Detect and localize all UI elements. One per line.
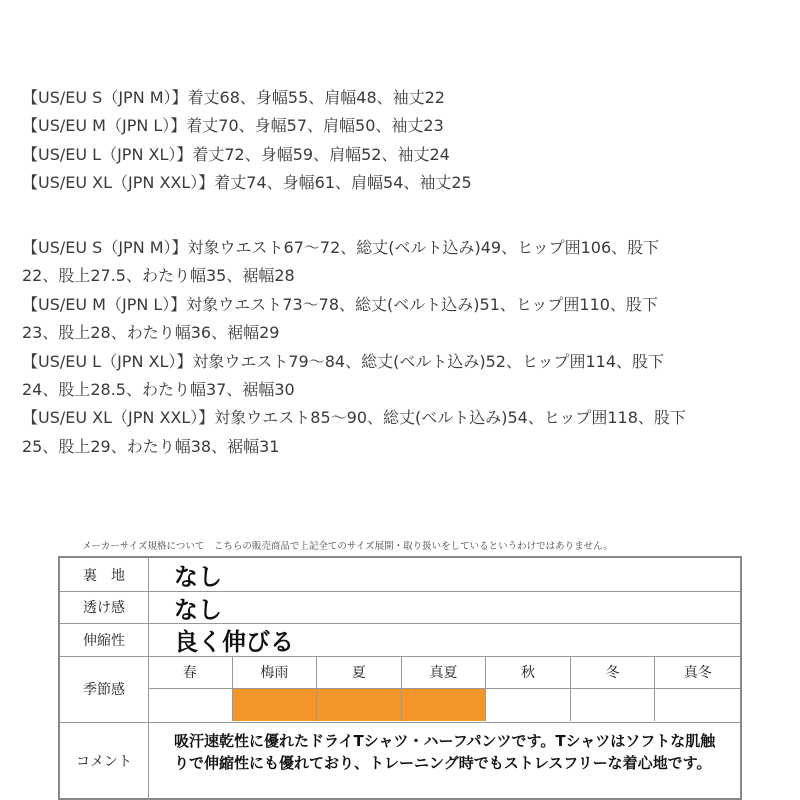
bottoms-size-line: 25、股上29、わたり幅38、裾幅31 bbox=[22, 436, 280, 456]
bottoms-size-line: 【US/EU L（JPN XL）】対象ウエスト79〜84、総丈(ベルト込み)52、ヒップ囲114、股下 bbox=[22, 351, 664, 371]
stretch-label: 伸縮性 bbox=[60, 623, 149, 656]
season-header-cell: 冬 bbox=[571, 656, 656, 689]
season-header-cell: 梅雨 bbox=[233, 656, 318, 689]
comment-row bbox=[60, 722, 740, 800]
season-grid bbox=[148, 656, 740, 722]
stretch-value: 良く伸びる bbox=[174, 628, 294, 656]
sheer-row bbox=[60, 591, 740, 624]
season-indicator-cell bbox=[233, 689, 318, 721]
sheer-label: 透け感 bbox=[60, 591, 149, 623]
season-header-cell: 夏 bbox=[317, 656, 402, 689]
lining-value: なし bbox=[174, 563, 222, 591]
comment-label: コメント bbox=[60, 722, 149, 800]
lining-row bbox=[60, 558, 740, 592]
spec-table bbox=[58, 556, 742, 800]
bottoms-size-line: 【US/EU M（JPN L）】対象ウエスト73〜78、総丈(ベルト込み)51、ヒップ囲110、股下 bbox=[22, 294, 658, 314]
sheer-value: なし bbox=[174, 595, 222, 624]
tops-size-line: 【US/EU M（JPN L）】着丈70、身幅57、肩幅50、袖丈23 bbox=[22, 116, 444, 136]
bottoms-size-list bbox=[22, 234, 686, 461]
season-indicator-cell bbox=[402, 689, 487, 721]
tops-size-line: 【US/EU S（JPN M）】着丈68、身幅55、肩幅48、袖丈22 bbox=[22, 88, 445, 107]
stretch-row bbox=[60, 623, 740, 657]
tops-size-list bbox=[22, 84, 472, 198]
tops-size-line: 【US/EU XL（JPN XXL）】着丈74、身幅61、肩幅54、袖丈25 bbox=[22, 173, 472, 193]
season-header-cell: 春 bbox=[148, 656, 233, 689]
season-indicator-cell bbox=[571, 689, 656, 721]
maker-size-note: メーカーサイズ規格について こちらの販売商品で上記全てのサイズ展開・取り扱いをしているというわけではありません。 bbox=[82, 541, 613, 552]
season-indicator-cell bbox=[148, 689, 233, 721]
bottoms-size-line: 【US/EU S（JPN M）】対象ウエスト67〜72、総丈(ベルト込み)49、ヒップ囲106、股下 bbox=[22, 238, 660, 257]
bottoms-size-line: 【US/EU XL（JPN XXL）】対象ウエスト85〜90、総丈(ベルト込み)54、ヒップ囲118、股下 bbox=[22, 408, 686, 428]
season-indicator-cell bbox=[317, 689, 402, 721]
season-label: 季節感 bbox=[60, 656, 149, 722]
season-header-cell: 真夏 bbox=[402, 656, 487, 689]
season-header-cell: 秋 bbox=[486, 656, 571, 689]
season-indicator-cell bbox=[486, 689, 571, 721]
comment-text: 吸汗速乾性に優れたドライTシャツ・ハーフパンツです。Tシャツはソフトな肌触りで伸縮性にも優れており、トレーニング時でもストレスフリーな着心地です。 bbox=[174, 732, 716, 772]
bottoms-size-line: 23、股上28、わたり幅36、裾幅29 bbox=[22, 323, 280, 343]
lining-label: 裏 地 bbox=[60, 558, 149, 591]
tops-size-line: 【US/EU L（JPN XL）】着丈72、身幅59、肩幅52、袖丈24 bbox=[22, 144, 450, 164]
season-indicator-cell bbox=[655, 689, 740, 721]
season-row bbox=[60, 656, 740, 723]
bottoms-size-line: 24、股上28.5、わたり幅37、裾幅30 bbox=[22, 380, 295, 400]
season-header-cell: 真冬 bbox=[655, 656, 740, 689]
bottoms-size-line: 22、股上27.5、わたり幅35、裾幅28 bbox=[22, 266, 295, 286]
